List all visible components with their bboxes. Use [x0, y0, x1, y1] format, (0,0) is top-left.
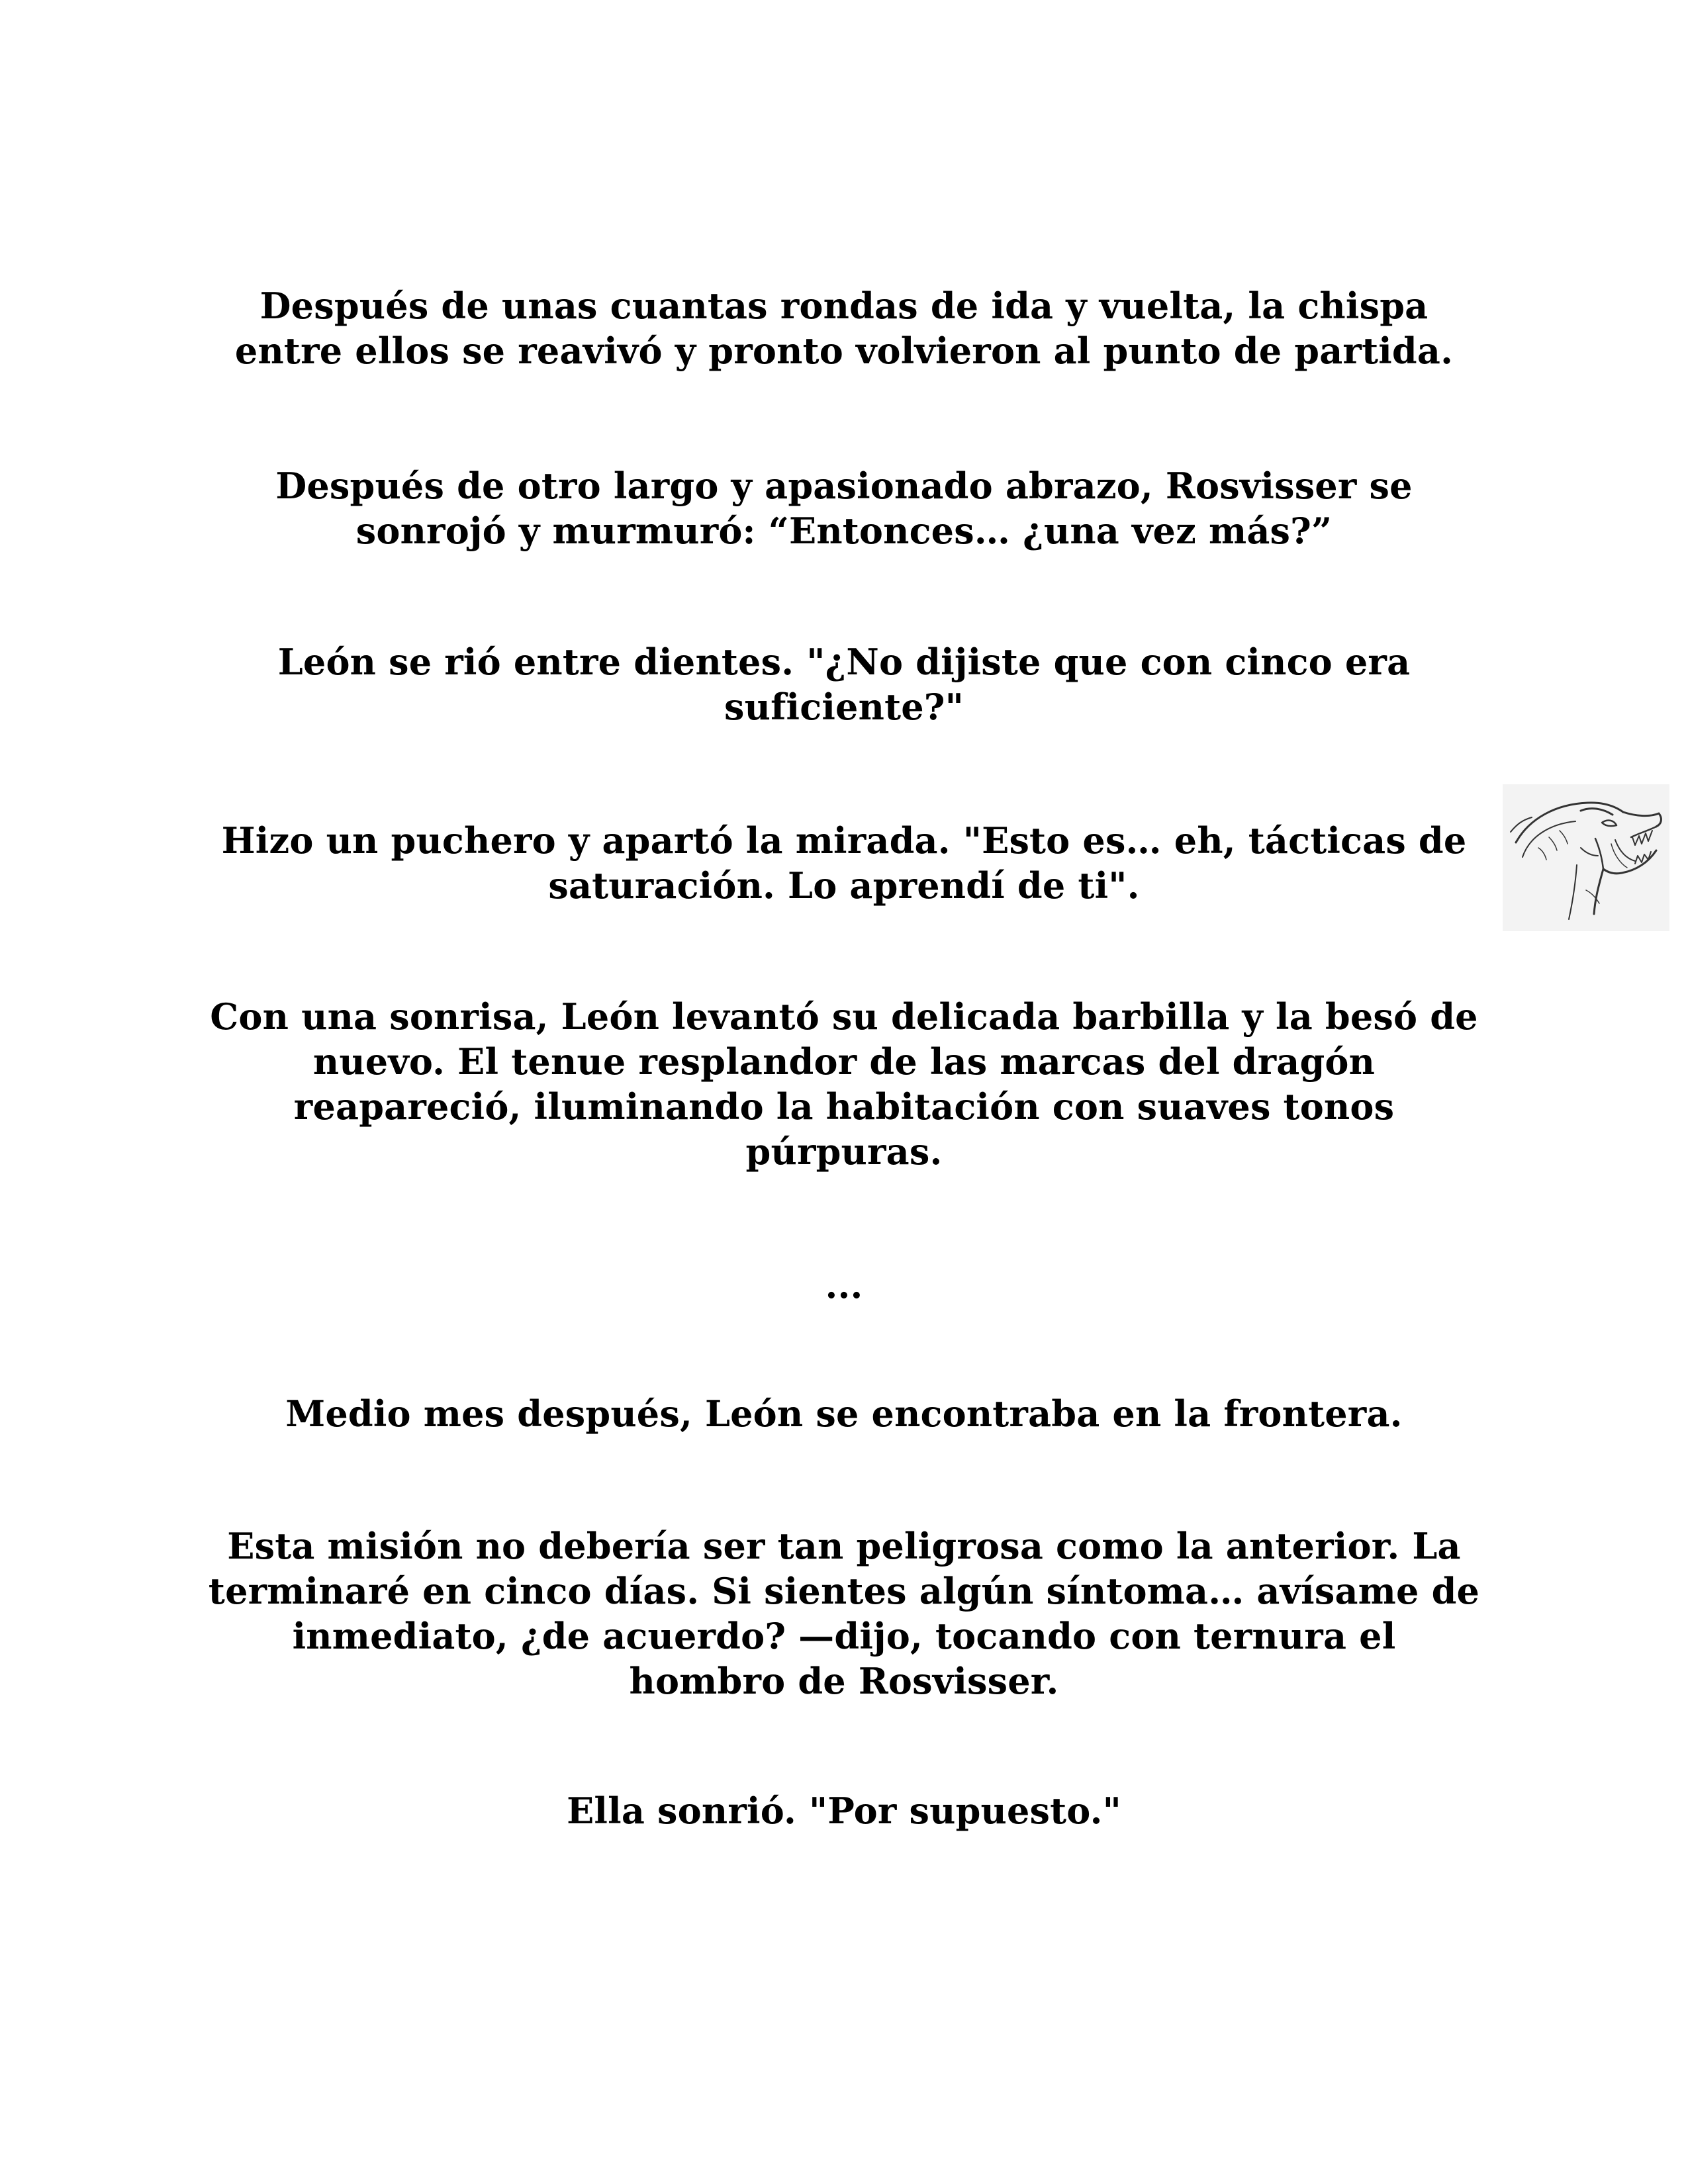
paragraph — [199, 1391, 1489, 1436]
text-line: sonrojó y murmuró: “Entonces… ¿una vez más?” — [355, 510, 1333, 552]
text-line: inmediato, ¿de acuerdo? —dijo, tocando con ternura el — [292, 1615, 1396, 1657]
paragraph — [199, 1524, 1489, 1704]
text-line: Ella sonrió. "Por supuesto." — [567, 1790, 1121, 1832]
text-line: saturación. Lo aprendí de ti". — [548, 864, 1140, 907]
scene-break — [199, 1263, 1489, 1308]
text-line: León se rió entre dientes. "¿No dijiste que con cinco era — [277, 641, 1411, 683]
text-line: terminaré en cinco días. Si sientes algún síntoma… avísame de — [208, 1570, 1480, 1612]
paragraph — [199, 639, 1489, 729]
dragon-head-sketch-icon — [1503, 784, 1669, 931]
text-line: Hizo un puchero y apartó la mirada. "Esto es… eh, tácticas de — [221, 819, 1467, 862]
paragraph — [199, 818, 1489, 908]
text-line: Con una sonrisa, León levantó su delicada barbilla y la besó de — [210, 995, 1478, 1038]
text-line: entre ellos se reavivó y pronto volvieron al punto de partida. — [234, 330, 1454, 372]
ellipsis-separator: ... — [825, 1264, 863, 1306]
text-line: Medio mes después, León se encontraba en la frontera. — [285, 1392, 1403, 1435]
text-line: púrpuras. — [745, 1130, 943, 1173]
text-line: Después de otro largo y apasionado abrazo, Rosvisser se — [275, 465, 1413, 507]
paragraph — [199, 1788, 1489, 1833]
paragraph — [199, 994, 1489, 1174]
text-line: nuevo. El tenue resplandor de las marcas del dragón — [312, 1040, 1376, 1083]
text-line: Esta misión no debería ser tan peligrosa como la anterior. La — [227, 1525, 1461, 1567]
paragraph — [199, 283, 1489, 373]
text-line: suficiente?" — [724, 686, 964, 728]
paragraph — [199, 463, 1489, 553]
text-line: hombro de Rosvisser. — [629, 1660, 1059, 1702]
text-line: reapareció, iluminando la habitación con suaves tonos — [293, 1085, 1395, 1128]
text-line: Después de unas cuantas rondas de ida y vuelta, la chispa — [259, 285, 1429, 327]
